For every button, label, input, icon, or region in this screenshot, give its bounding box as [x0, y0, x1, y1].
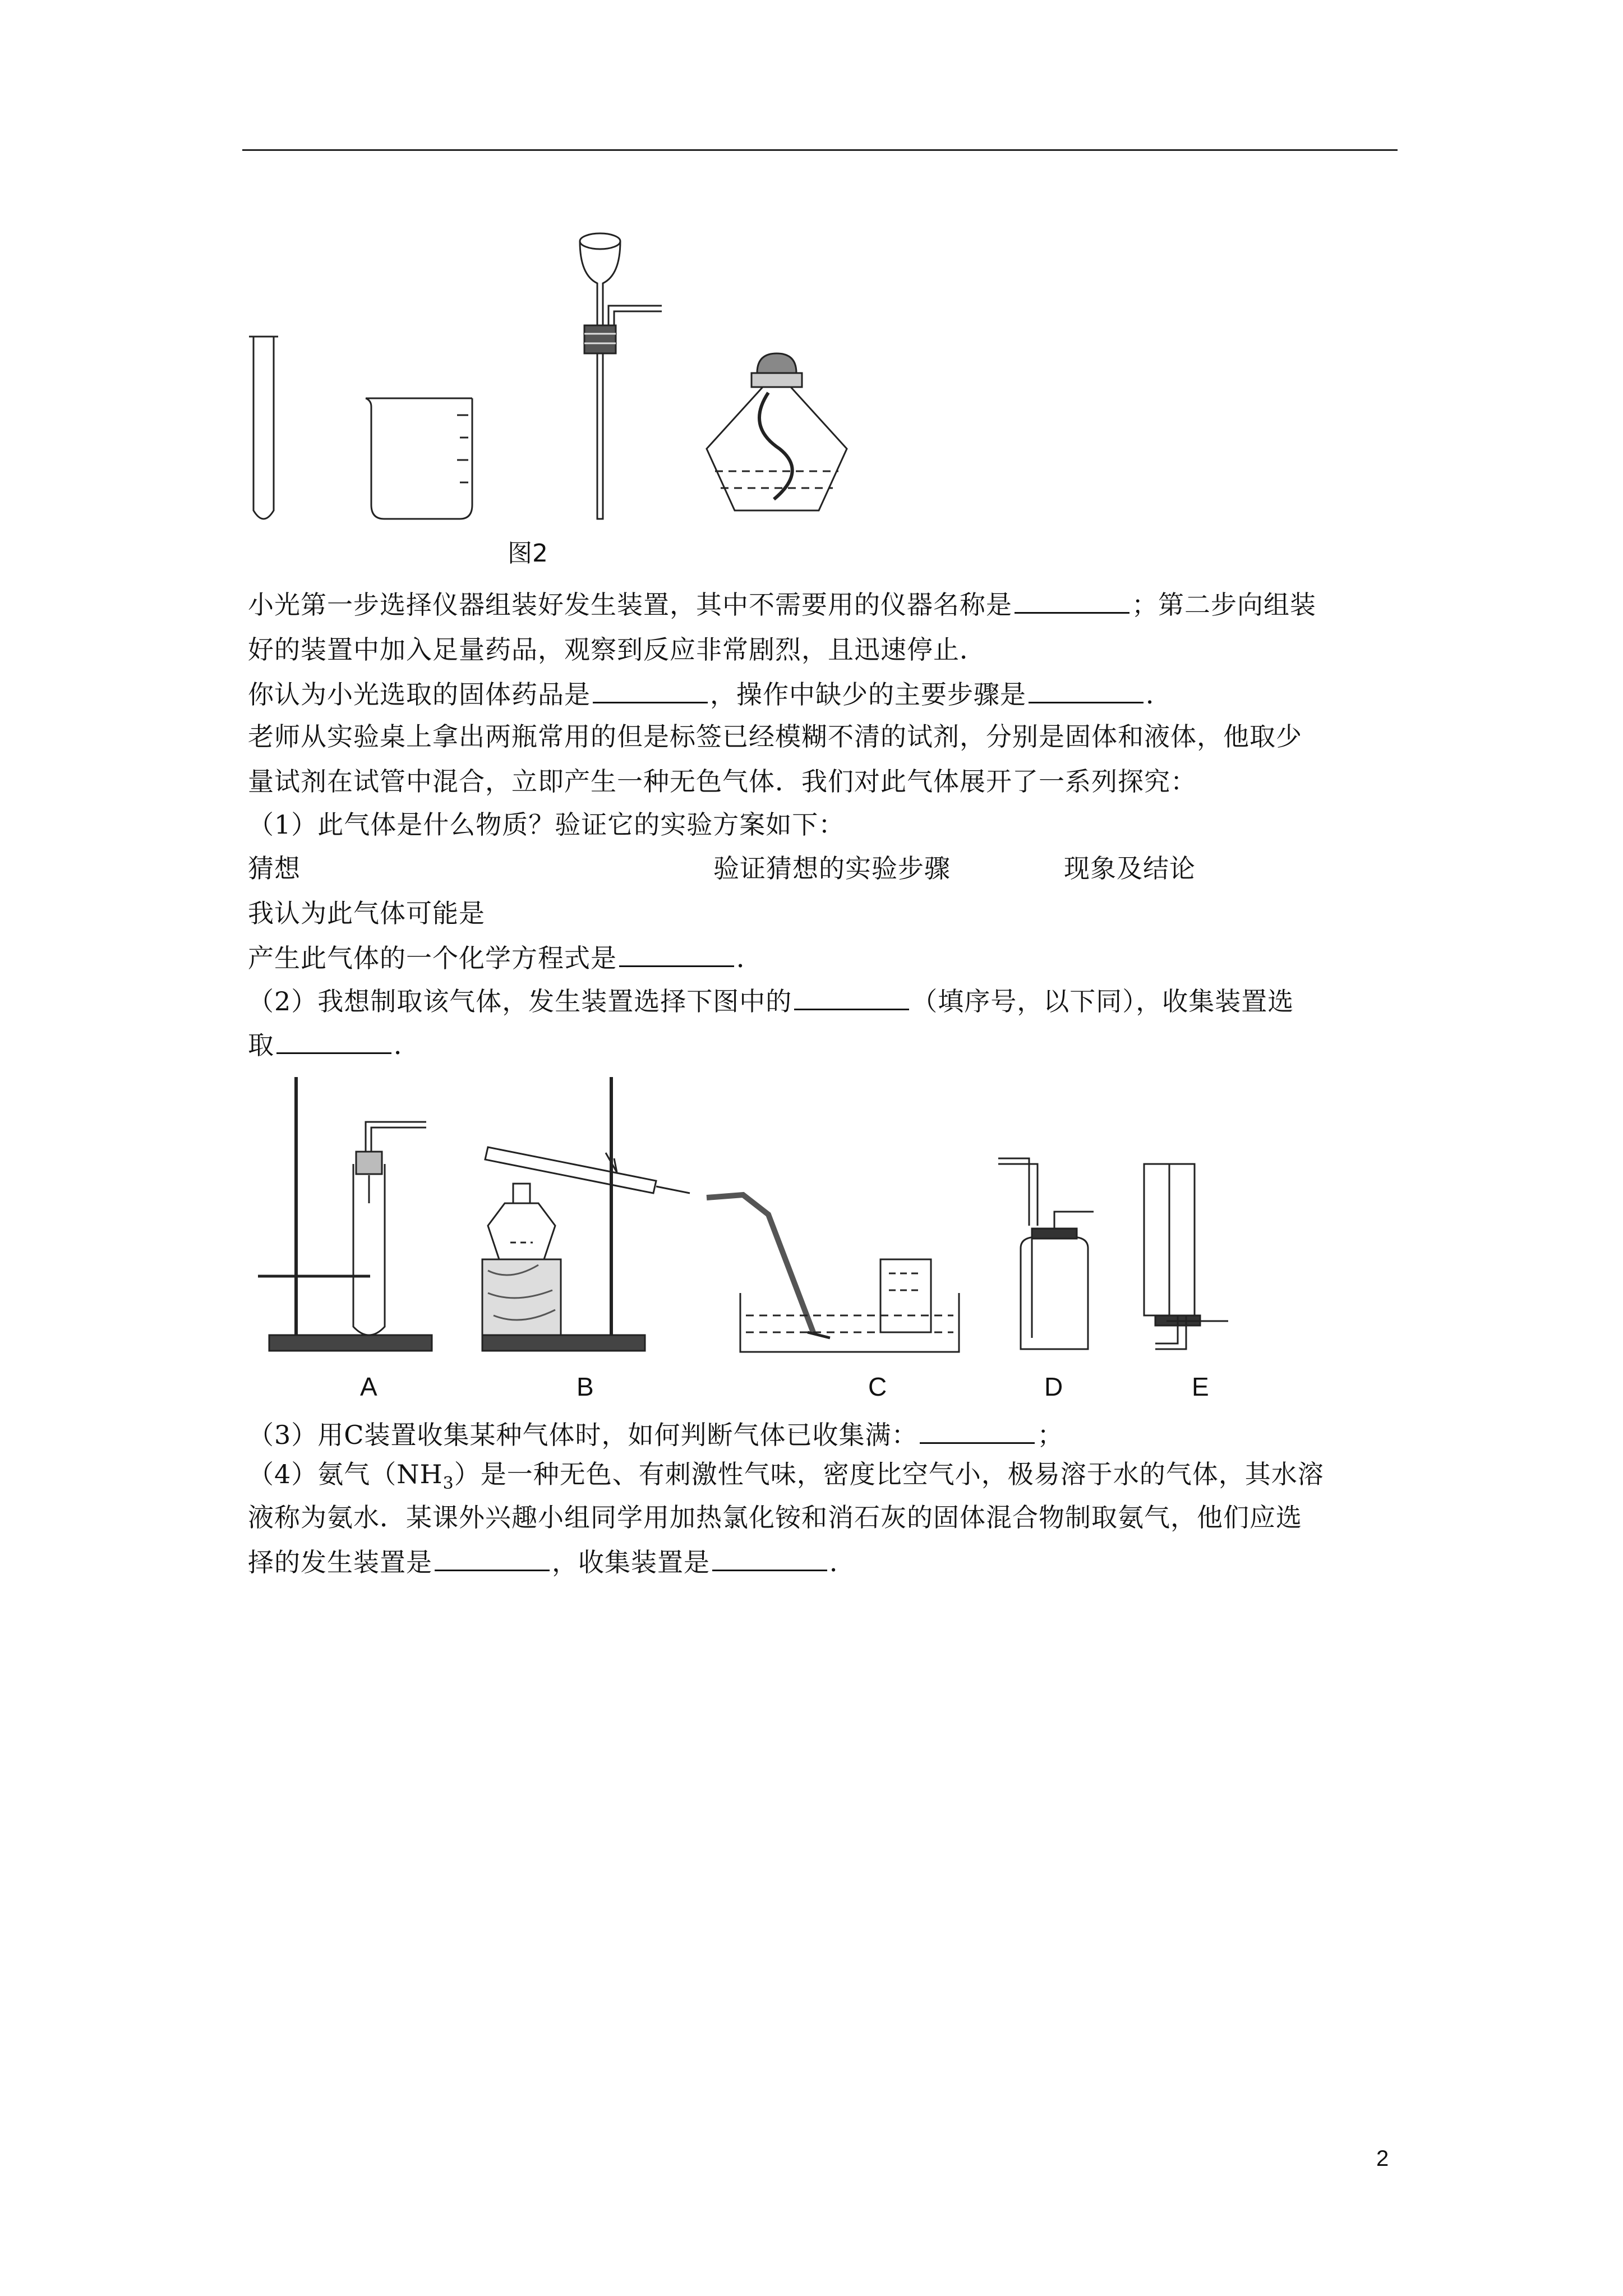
label-a: A	[360, 1372, 377, 1401]
alcohol-lamp-drawing	[707, 353, 847, 510]
equation-line: 产生此气体的一个化学方程式是 ．	[248, 940, 763, 975]
table-head-guess: 猜想	[248, 853, 301, 884]
answer-blank[interactable]	[1015, 586, 1129, 614]
question-4-line-3: 择的发生装置是 ，收集装置是 ．	[248, 1544, 856, 1579]
question-4-line-1: （4）氨气$(NH_3)$是一种无色、有刺激性气味，密度比空气小，极易溶于水的气体，其水溶	[248, 1459, 1324, 1494]
page-number: 2	[1376, 2146, 1389, 2171]
table-row-guess: 我认为此气体可能是	[248, 898, 485, 928]
label-d: D	[1044, 1372, 1063, 1401]
question-1: （1）此气体是什么物质？验证它的实验方案如下：	[248, 809, 845, 840]
question-3: （3）用C装置收集某种气体时，如何判断气体已收集满： ；	[248, 1416, 1063, 1452]
answer-blank[interactable]	[435, 1544, 550, 1571]
question-2-line-1: （2）我想制取该气体，发生装置选择下图中的 （填序号，以下同），收集装置选	[248, 983, 1294, 1018]
apparatus-c-drawing	[707, 1195, 959, 1352]
label-b: B	[577, 1372, 594, 1401]
answer-blank[interactable]	[1029, 676, 1144, 703]
apparatus-a-drawing	[258, 1077, 432, 1351]
figure-2-caption: 图2	[508, 539, 548, 568]
funnel-drawing	[580, 233, 662, 519]
para-3-line-1: 老师从实验桌上拿出两瓶常用的但是标签已经模糊不清的试剂，分别是固体和液体，他取少	[248, 721, 1302, 752]
apparatus-figure	[247, 1069, 1284, 1366]
para-1-line-1: 小光第一步选择仪器组装好发生装置，其中不需要用的仪器名称是 ；第二步向组装	[248, 586, 1316, 622]
answer-blank[interactable]	[920, 1416, 1035, 1444]
question-2-line-2: 取 ．	[248, 1027, 420, 1062]
beaker-drawing	[366, 398, 472, 519]
table-head-steps: 验证猜想的实验步骤	[713, 853, 951, 884]
header-rule	[242, 149, 1398, 151]
para-1-line-2: 好的装置中加入足量药品，观察到反应非常剧烈，且迅速停止．	[248, 634, 986, 665]
answer-blank[interactable]	[712, 1544, 827, 1571]
para-2-line: 你认为小光选取的固体药品是 ，操作中缺少的主要步骤是 ．	[248, 676, 1172, 711]
apparatus-e-drawing	[1144, 1164, 1228, 1349]
question-4-line-2: 液称为氨水．某课外兴趣小组同学用加热氯化铵和消石灰的固体混合物制取氨气，他们应选	[248, 1502, 1302, 1533]
answer-blank[interactable]	[794, 983, 909, 1010]
answer-blank[interactable]	[619, 940, 734, 967]
label-e: E	[1192, 1372, 1209, 1401]
figure-2-apparatus	[241, 213, 886, 539]
answer-blank[interactable]	[593, 676, 708, 703]
para-3-line-2: 量试剂在试管中混合，立即产生一种无色气体．我们对此气体展开了一系列探究：	[248, 766, 1197, 797]
apparatus-b-drawing	[482, 1077, 690, 1351]
answer-blank[interactable]	[276, 1027, 391, 1054]
apparatus-d-drawing	[998, 1158, 1094, 1349]
label-c: C	[868, 1372, 887, 1401]
table-head-result: 现象及结论	[1064, 853, 1196, 884]
test-tube-drawing	[249, 337, 278, 519]
